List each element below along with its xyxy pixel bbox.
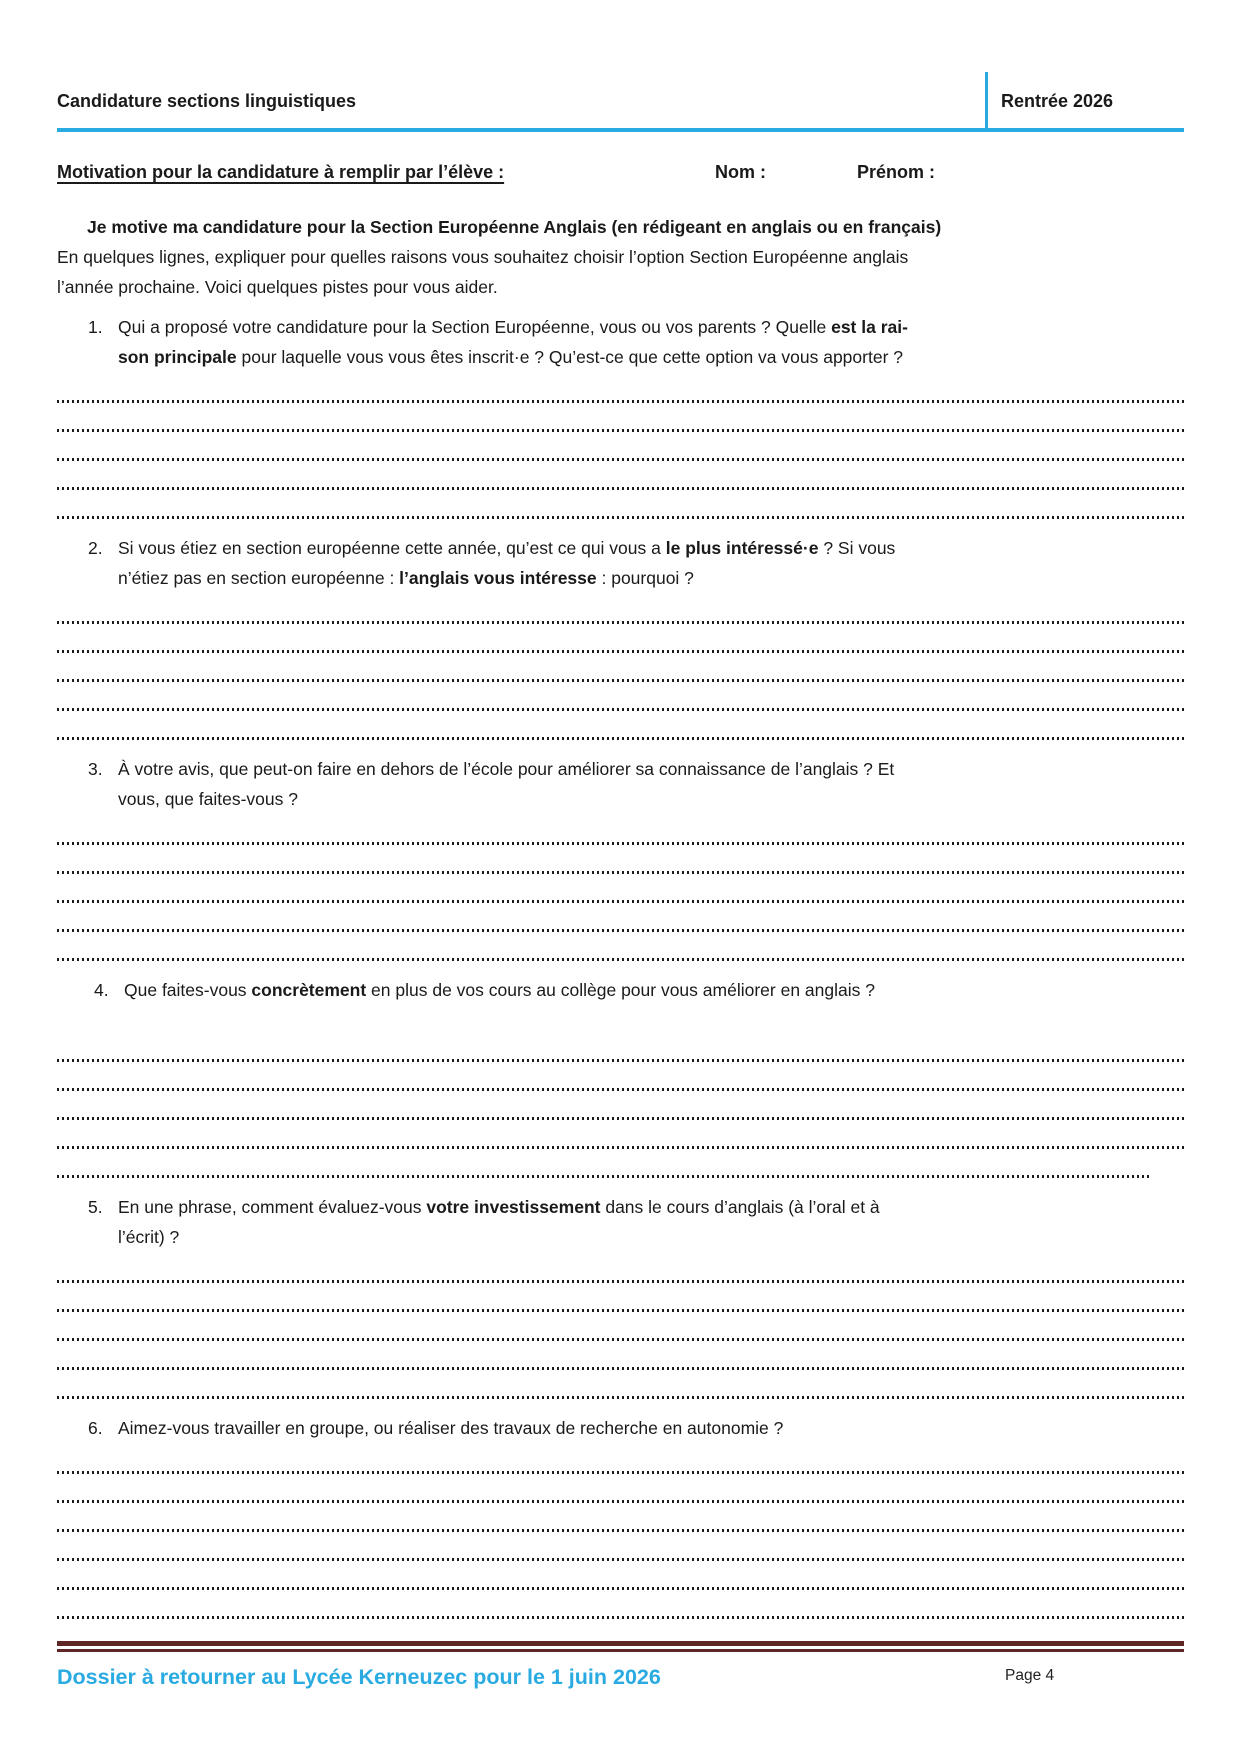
question-text: Si vous étiez en section européenne cette année, qu’est ce qui vous a le plus intéressé·e ? Si vous n’étiez pas en section européenne : l’anglais vous intéresse : pourquoi ? bbox=[118, 538, 896, 588]
answer-dotted-line bbox=[57, 1478, 1184, 1507]
answer-dotted-line bbox=[57, 657, 1184, 686]
question-text: Que faites-vous concrètement en plus de vos cours au collège pour vous améliorer en anglais ? bbox=[124, 980, 875, 1000]
return-notice: Dossier à retourner au Lycée Kerneuzec pour le 1 juin 2026 bbox=[57, 1665, 661, 1689]
header-divider bbox=[985, 72, 988, 128]
answer-dotted-line bbox=[57, 1449, 1184, 1478]
question-text: À votre avis, que peut-on faire en dehors de l’école pour améliorer sa connaissance de l’anglais ? Et vous, que faites-vous ? bbox=[118, 759, 895, 809]
question-item bbox=[57, 975, 1184, 1182]
answer-dotted-line bbox=[57, 494, 1184, 523]
answer-dotted-line bbox=[57, 628, 1184, 657]
answer-dotted-line bbox=[57, 407, 1184, 436]
answer-lines bbox=[57, 378, 1184, 523]
question-number: 6. bbox=[88, 1418, 103, 1438]
answer-lines bbox=[57, 1449, 1184, 1623]
answer-dotted-line bbox=[57, 1374, 1184, 1403]
answer-dotted-line bbox=[57, 715, 1184, 744]
page-number: Page 4 bbox=[1005, 1667, 1055, 1684]
footer-rule bbox=[57, 1641, 1184, 1652]
question-number: 1. bbox=[88, 317, 103, 337]
answer-dotted-line bbox=[57, 1536, 1184, 1565]
answer-dotted-line bbox=[57, 686, 1184, 715]
question-text-row bbox=[88, 1192, 1184, 1252]
answer-dotted-line bbox=[57, 820, 1184, 849]
intro-line: En quelques lignes, expliquer pour quelles raisons vous souhaitez choisir l’option Section Européenne anglais bbox=[57, 247, 909, 267]
answer-dotted-line bbox=[57, 1124, 1184, 1153]
header-rule bbox=[57, 128, 1184, 132]
form-title: Motivation pour la candidature à remplir par l’élève : bbox=[57, 162, 505, 182]
question-text-row bbox=[88, 1413, 1184, 1443]
answer-lines bbox=[57, 599, 1184, 744]
header-edition: Rentrée 2026 bbox=[1001, 91, 1114, 111]
answer-dotted-line bbox=[57, 1258, 1184, 1287]
question-item bbox=[57, 1413, 1184, 1623]
question-text: Qui a proposé votre candidature pour la Section Européenne, vous ou vos parents ? Quelle est la rai- son principale pour laquelle vous vous êtes inscrit·e ? Qu’est-ce que cette option va vous apporter ? bbox=[118, 317, 908, 367]
answer-dotted-line bbox=[57, 1565, 1184, 1594]
answer-dotted-line bbox=[57, 1507, 1184, 1536]
question-number: 2. bbox=[88, 538, 103, 558]
question-text-row bbox=[88, 754, 1184, 814]
questions-list bbox=[57, 312, 1184, 1623]
answer-dotted-line bbox=[57, 1345, 1184, 1374]
question-text: En une phrase, comment évaluez-vous votre investissement dans le cours d’anglais (à l’oral et à l’écrit) ? bbox=[118, 1197, 880, 1247]
answer-dotted-line bbox=[57, 1287, 1184, 1316]
question-number: 3. bbox=[88, 759, 103, 779]
answer-lines bbox=[57, 1258, 1184, 1403]
answer-lines bbox=[57, 1037, 1184, 1182]
question-number: 5. bbox=[88, 1197, 103, 1217]
answer-dotted-line bbox=[57, 599, 1184, 628]
header-title: Candidature sections linguistiques bbox=[57, 91, 357, 111]
form-title-row bbox=[57, 162, 1184, 188]
answer-dotted-line bbox=[57, 436, 1184, 465]
answer-dotted-line bbox=[57, 907, 1184, 936]
intro-emphasis: Je motive ma candidature pour la Section Européenne Anglais (en rédigeant en anglais ou en français) bbox=[87, 217, 942, 237]
question-text-row bbox=[88, 533, 1184, 593]
answer-dotted-line bbox=[57, 465, 1184, 494]
question-item bbox=[57, 754, 1184, 965]
answer-dotted-line bbox=[57, 1095, 1184, 1124]
answer-dotted-line bbox=[57, 378, 1184, 407]
question-item bbox=[57, 1192, 1184, 1403]
question-text-row bbox=[88, 312, 1184, 372]
answer-dotted-line bbox=[57, 878, 1184, 907]
answer-dotted-line bbox=[57, 1316, 1184, 1345]
question-item bbox=[57, 533, 1184, 744]
answer-dotted-line bbox=[57, 1066, 1184, 1095]
question-item bbox=[57, 312, 1184, 523]
page-header bbox=[57, 76, 1184, 132]
answer-dotted-line bbox=[57, 936, 1184, 965]
question-text-row bbox=[94, 975, 1184, 1005]
answer-dotted-line bbox=[57, 1594, 1184, 1623]
question-number: 4. bbox=[94, 980, 109, 1000]
answer-dotted-line bbox=[57, 1037, 1184, 1066]
page-footer bbox=[57, 1641, 1184, 1692]
question-text: Aimez-vous travailler en groupe, ou réaliser des travaux de recherche en autonomie ? bbox=[118, 1418, 784, 1438]
name-label: Nom : bbox=[715, 162, 766, 182]
answer-lines bbox=[57, 820, 1184, 965]
answer-dotted-line bbox=[57, 1153, 1184, 1182]
firstname-label: Prénom : bbox=[857, 162, 936, 182]
intro-paragraph bbox=[57, 242, 1184, 302]
intro-line: l’année prochaine. Voici quelques pistes pour vous aider. bbox=[57, 277, 498, 297]
answer-dotted-line bbox=[57, 849, 1184, 878]
